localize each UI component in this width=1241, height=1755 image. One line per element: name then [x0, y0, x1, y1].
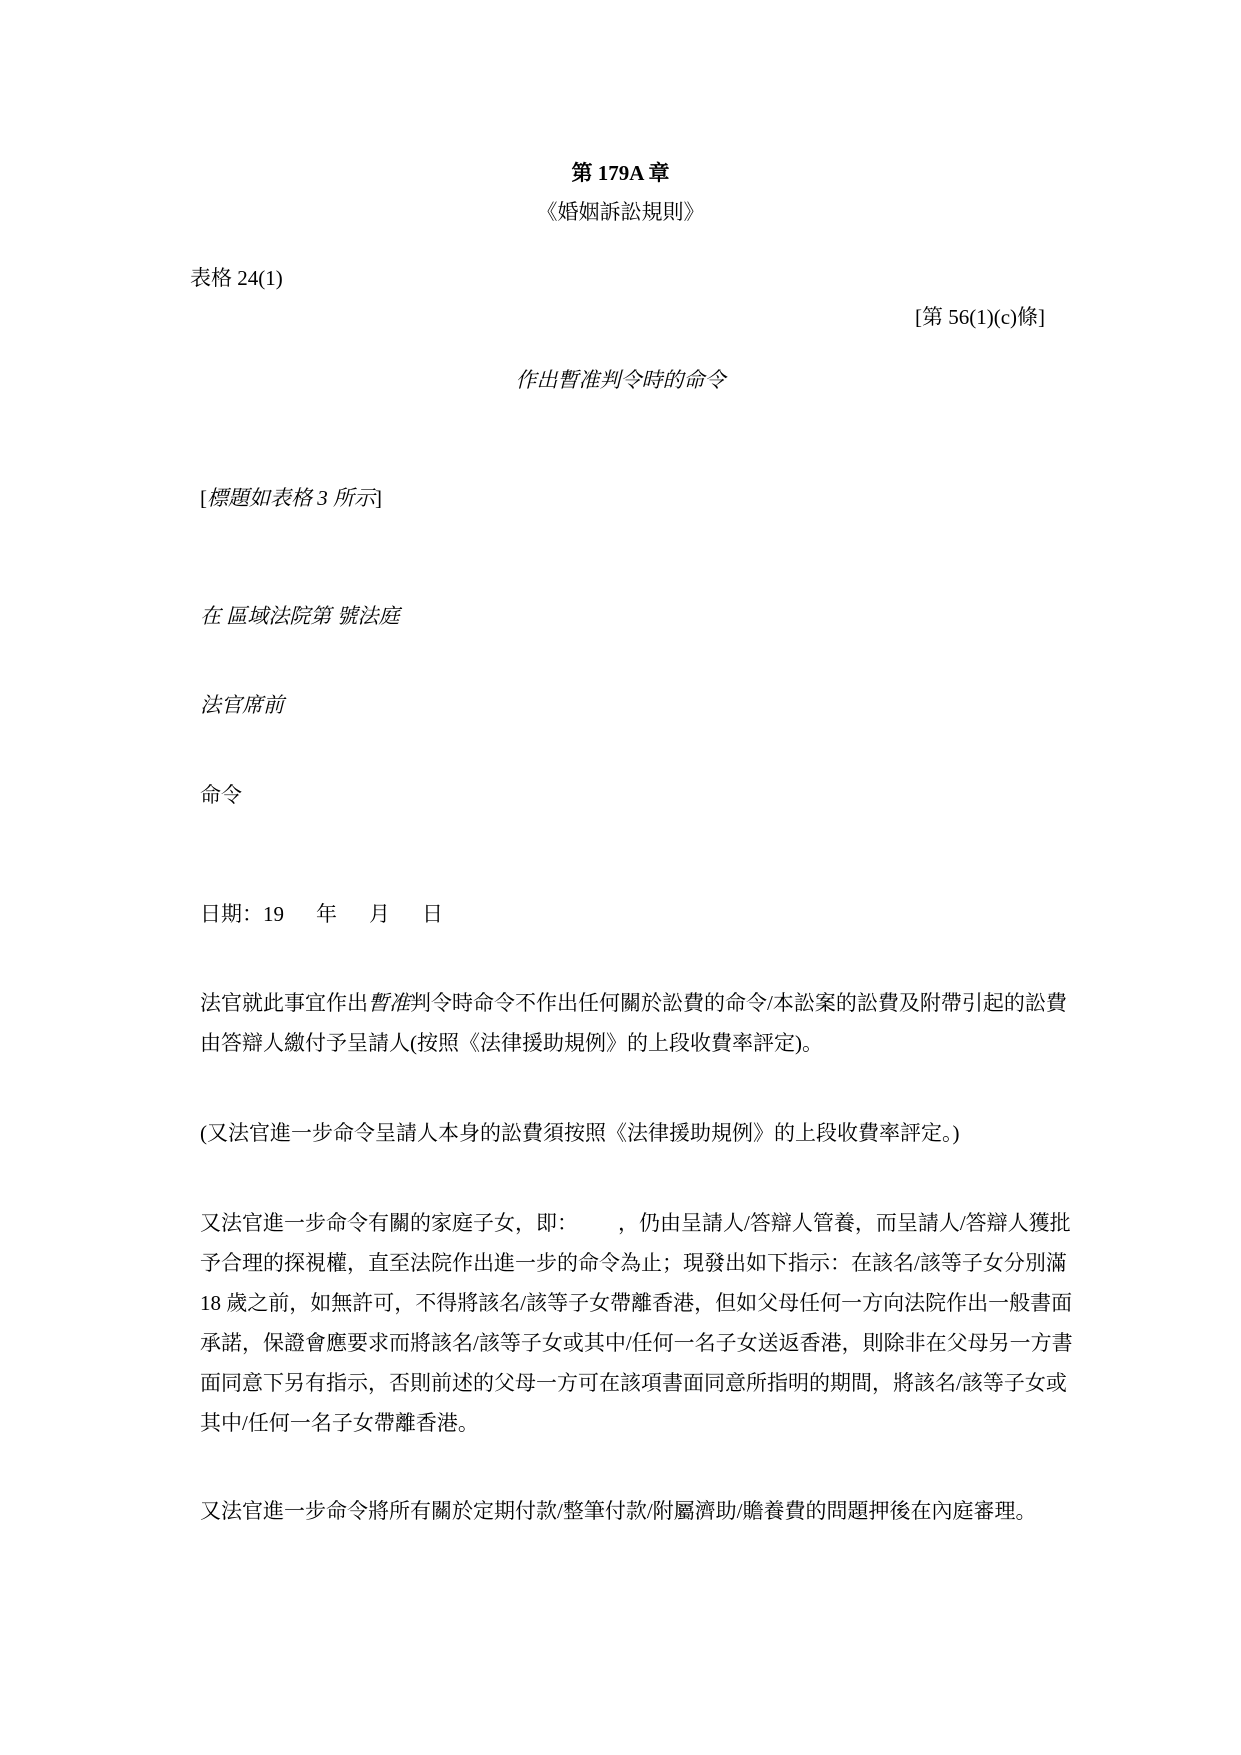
paragraph-adjourn: 又法官進一步命令將所有關於定期付款/整筆付款/附屬濟助/贍養費的問題押後在內庭審理。: [200, 1499, 1037, 1523]
date-line: [200, 899, 443, 929]
form-title: 作出暫准判令時的命令: [515, 368, 726, 392]
chapter-heading: 第 179A 章: [571, 161, 670, 185]
rule-name: 《婚姻訴訟規則》: [536, 200, 705, 224]
court-line: 在 區域法院第 號法庭: [200, 604, 400, 628]
heading-note-text: 標題如表格 3 所示: [207, 486, 375, 510]
section-reference: [第 56(1)(c)條]: [914, 305, 1045, 329]
heading-note-close: ]: [375, 486, 382, 510]
heading-note: [200, 483, 382, 513]
heading-note-open: [: [200, 486, 207, 510]
date-year: 年: [316, 902, 337, 926]
order-label: 命令: [200, 783, 242, 807]
judge-line: 法官席前: [200, 693, 284, 717]
paragraph-costs-italic: 暫准: [368, 991, 410, 1015]
paragraph-custody: [200, 1203, 1080, 1443]
form-number: 表格 24(1): [190, 266, 283, 290]
paragraph-costs-part-a: 法官就此事宜作出: [200, 991, 368, 1015]
date-day: 日: [422, 902, 443, 926]
paragraph-custody-part-a: 又法官進一步命令有關的家庭子女，即：: [200, 1211, 578, 1235]
paragraph-costs-part-b: 判令時命令不作出任何關於訟費的命令/本訟案的訟費及附帶引起的訟費由答辯人繳付予呈請人(按照《法律援助規例》的上段收費率評定)。: [200, 991, 1067, 1055]
paragraph-legal-aid: (又法官進一步命令呈請人本身的訟費須按照《法律援助規例》的上段收費率評定。): [200, 1121, 960, 1145]
paragraph-costs: [200, 983, 1080, 1063]
date-label: 日期：19: [200, 902, 284, 926]
date-month: 月: [369, 902, 390, 926]
paragraph-custody-part-b: ，仍由呈請人/答辯人管養，而呈請人/答辯人獲批予合理的探視權，直至法院作出進一步的命令為止；現發出如下指示：在該名/該等子女分別滿 18 歲之前，如無許可，不得將該名/該等子女帶離香港，但如父母任何一方向法院作出一般書面承諾，保證會應要求而將該名/該等子女或其中/任何一名子女送返香港，則除非在父母另一方書面同意下另有指示，否則前述的父母一方可在該項書面同意所指明的期間，將該名/該等子女或其中/任何一名子女帶離香港。: [200, 1211, 1073, 1435]
